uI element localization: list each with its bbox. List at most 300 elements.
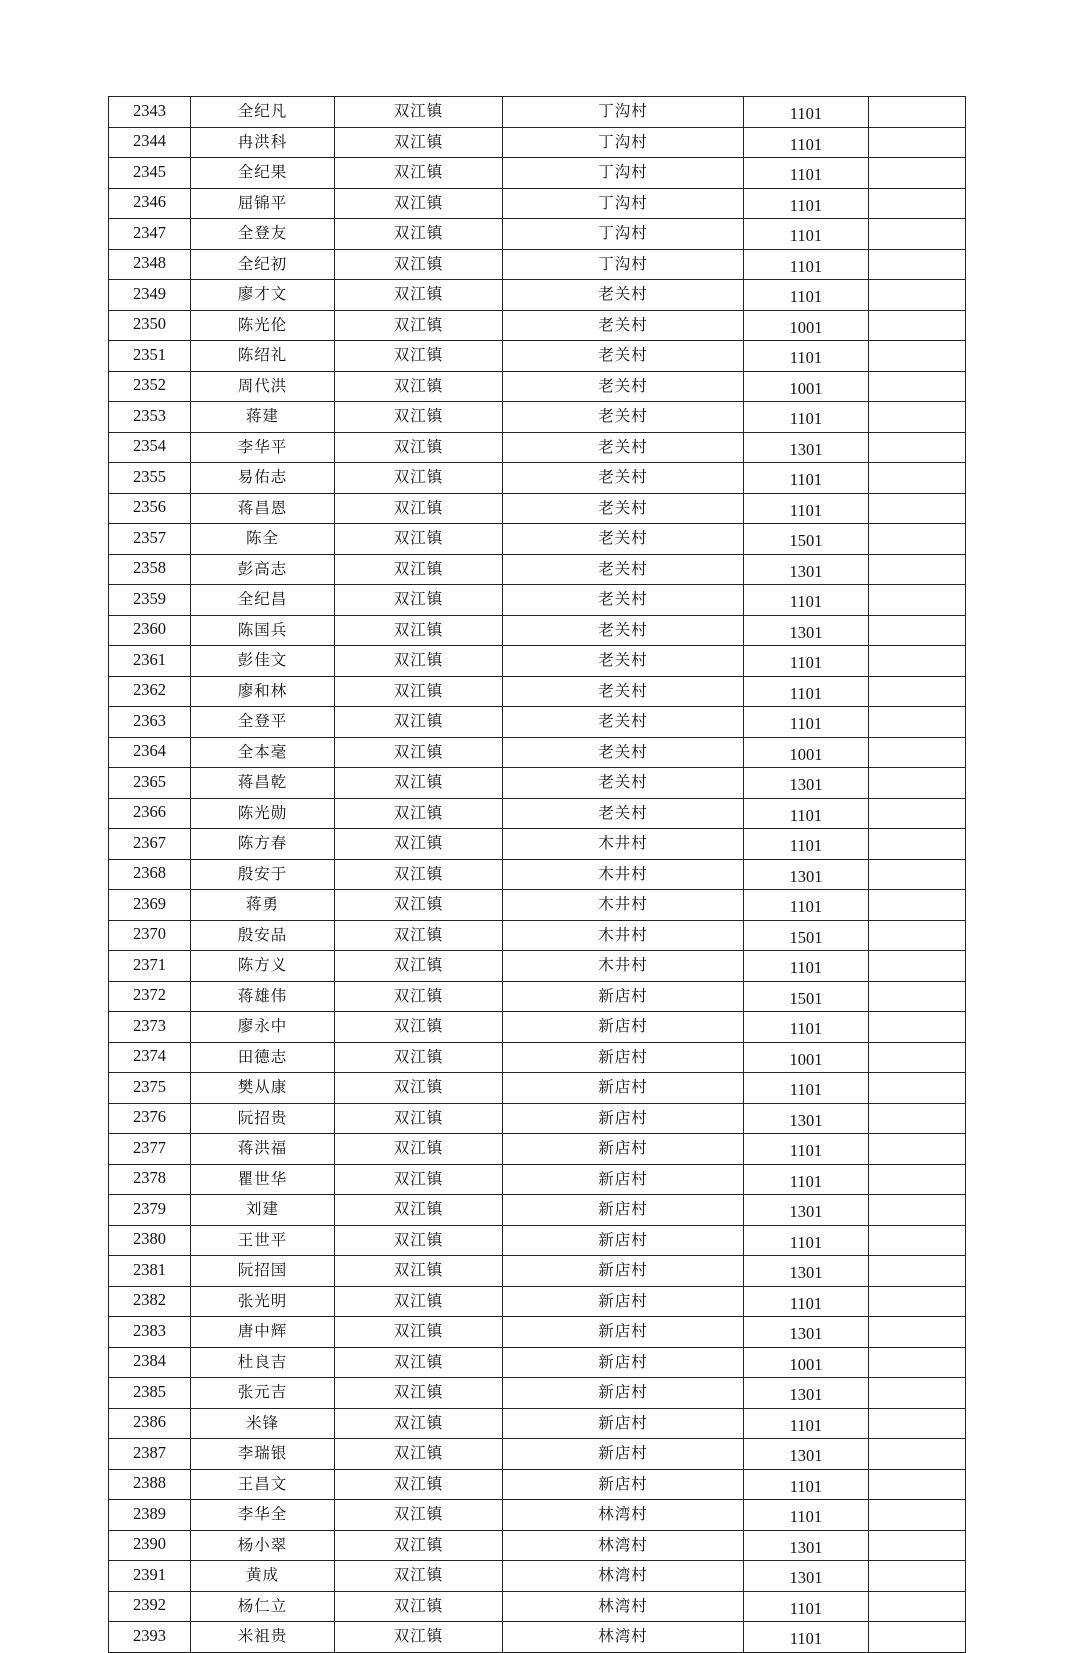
amount-cell: 1101 bbox=[744, 463, 869, 494]
village-cell: 老关村 bbox=[503, 737, 744, 768]
village-cell: 新店村 bbox=[503, 1164, 744, 1195]
table-row bbox=[109, 249, 966, 280]
town-cell: 双江镇 bbox=[335, 1408, 503, 1439]
row-number-cell: 2379 bbox=[109, 1195, 191, 1226]
town-cell: 双江镇 bbox=[335, 432, 503, 463]
table-row bbox=[109, 920, 966, 951]
amount-cell: 1301 bbox=[744, 1530, 869, 1561]
table-row bbox=[109, 1500, 966, 1531]
town-cell: 双江镇 bbox=[335, 859, 503, 890]
name-cell: 张元吉 bbox=[191, 1378, 335, 1409]
note-cell bbox=[869, 249, 966, 280]
amount-cell: 1001 bbox=[744, 737, 869, 768]
village-cell: 木井村 bbox=[503, 859, 744, 890]
note-cell bbox=[869, 554, 966, 585]
town-cell: 双江镇 bbox=[335, 463, 503, 494]
table-row bbox=[109, 981, 966, 1012]
amount-cell: 1101 bbox=[744, 676, 869, 707]
table-row bbox=[109, 188, 966, 219]
village-cell: 新店村 bbox=[503, 1469, 744, 1500]
name-cell: 陈国兵 bbox=[191, 615, 335, 646]
town-cell: 双江镇 bbox=[335, 188, 503, 219]
village-cell: 新店村 bbox=[503, 1225, 744, 1256]
amount-cell: 1101 bbox=[744, 402, 869, 433]
amount-cell: 1301 bbox=[744, 1256, 869, 1287]
table-row bbox=[109, 158, 966, 189]
amount-cell: 1101 bbox=[744, 1073, 869, 1104]
row-number-cell: 2378 bbox=[109, 1164, 191, 1195]
row-number-cell: 2382 bbox=[109, 1286, 191, 1317]
amount-cell: 1101 bbox=[744, 249, 869, 280]
table-row bbox=[109, 707, 966, 738]
name-cell: 蒋雄伟 bbox=[191, 981, 335, 1012]
note-cell bbox=[869, 127, 966, 158]
town-cell: 双江镇 bbox=[335, 341, 503, 372]
town-cell: 双江镇 bbox=[335, 920, 503, 951]
village-cell: 老关村 bbox=[503, 676, 744, 707]
note-cell bbox=[869, 1622, 966, 1653]
table-row bbox=[109, 493, 966, 524]
table-row bbox=[109, 798, 966, 829]
row-number-cell: 2347 bbox=[109, 219, 191, 250]
amount-cell: 1101 bbox=[744, 493, 869, 524]
amount-cell: 1501 bbox=[744, 920, 869, 951]
name-cell: 陈光伦 bbox=[191, 310, 335, 341]
name-cell: 李华平 bbox=[191, 432, 335, 463]
town-cell: 双江镇 bbox=[335, 890, 503, 921]
row-number-cell: 2365 bbox=[109, 768, 191, 799]
table-row bbox=[109, 97, 966, 128]
row-number-cell: 2367 bbox=[109, 829, 191, 860]
village-cell: 老关村 bbox=[503, 402, 744, 433]
amount-cell: 1301 bbox=[744, 1103, 869, 1134]
village-cell: 老关村 bbox=[503, 585, 744, 616]
note-cell bbox=[869, 310, 966, 341]
row-number-cell: 2389 bbox=[109, 1500, 191, 1531]
roster-table-body bbox=[109, 97, 966, 1653]
row-number-cell: 2356 bbox=[109, 493, 191, 524]
amount-cell: 1101 bbox=[744, 829, 869, 860]
table-row bbox=[109, 127, 966, 158]
note-cell bbox=[869, 920, 966, 951]
table-row bbox=[109, 1378, 966, 1409]
amount-cell: 1501 bbox=[744, 524, 869, 555]
town-cell: 双江镇 bbox=[335, 615, 503, 646]
table-row bbox=[109, 463, 966, 494]
name-cell: 李瑞银 bbox=[191, 1439, 335, 1470]
note-cell bbox=[869, 158, 966, 189]
row-number-cell: 2353 bbox=[109, 402, 191, 433]
village-cell: 丁沟村 bbox=[503, 249, 744, 280]
row-number-cell: 2354 bbox=[109, 432, 191, 463]
name-cell: 米锋 bbox=[191, 1408, 335, 1439]
note-cell bbox=[869, 1530, 966, 1561]
village-cell: 木井村 bbox=[503, 890, 744, 921]
note-cell bbox=[869, 1469, 966, 1500]
amount-cell: 1101 bbox=[744, 158, 869, 189]
village-cell: 木井村 bbox=[503, 920, 744, 951]
table-row bbox=[109, 890, 966, 921]
note-cell bbox=[869, 280, 966, 311]
table-row bbox=[109, 219, 966, 250]
name-cell: 全纪果 bbox=[191, 158, 335, 189]
town-cell: 双江镇 bbox=[335, 1591, 503, 1622]
village-cell: 新店村 bbox=[503, 1408, 744, 1439]
note-cell bbox=[869, 646, 966, 677]
town-cell: 双江镇 bbox=[335, 1530, 503, 1561]
amount-cell: 1101 bbox=[744, 1408, 869, 1439]
table-row bbox=[109, 1286, 966, 1317]
note-cell bbox=[869, 341, 966, 372]
table-row bbox=[109, 341, 966, 372]
name-cell: 陈全 bbox=[191, 524, 335, 555]
note-cell bbox=[869, 890, 966, 921]
village-cell: 新店村 bbox=[503, 1286, 744, 1317]
amount-cell: 1101 bbox=[744, 1500, 869, 1531]
note-cell bbox=[869, 1500, 966, 1531]
amount-cell: 1301 bbox=[744, 554, 869, 585]
town-cell: 双江镇 bbox=[335, 1134, 503, 1165]
village-cell: 丁沟村 bbox=[503, 158, 744, 189]
village-cell: 老关村 bbox=[503, 524, 744, 555]
name-cell: 全纪凡 bbox=[191, 97, 335, 128]
row-number-cell: 2364 bbox=[109, 737, 191, 768]
row-number-cell: 2375 bbox=[109, 1073, 191, 1104]
row-number-cell: 2352 bbox=[109, 371, 191, 402]
note-cell bbox=[869, 1286, 966, 1317]
row-number-cell: 2362 bbox=[109, 676, 191, 707]
town-cell: 双江镇 bbox=[335, 1317, 503, 1348]
name-cell: 蒋昌恩 bbox=[191, 493, 335, 524]
village-cell: 新店村 bbox=[503, 1073, 744, 1104]
row-number-cell: 2343 bbox=[109, 97, 191, 128]
name-cell: 陈方义 bbox=[191, 951, 335, 982]
note-cell bbox=[869, 432, 966, 463]
amount-cell: 1101 bbox=[744, 127, 869, 158]
name-cell: 杨小翠 bbox=[191, 1530, 335, 1561]
row-number-cell: 2393 bbox=[109, 1622, 191, 1653]
town-cell: 双江镇 bbox=[335, 1439, 503, 1470]
table-row bbox=[109, 1103, 966, 1134]
amount-cell: 1101 bbox=[744, 1164, 869, 1195]
village-cell: 新店村 bbox=[503, 1347, 744, 1378]
roster-table bbox=[108, 96, 966, 1653]
amount-cell: 1301 bbox=[744, 1561, 869, 1592]
row-number-cell: 2392 bbox=[109, 1591, 191, 1622]
village-cell: 老关村 bbox=[503, 707, 744, 738]
note-cell bbox=[869, 1042, 966, 1073]
note-cell bbox=[869, 1103, 966, 1134]
town-cell: 双江镇 bbox=[335, 1073, 503, 1104]
note-cell bbox=[869, 1561, 966, 1592]
row-number-cell: 2385 bbox=[109, 1378, 191, 1409]
amount-cell: 1101 bbox=[744, 280, 869, 311]
name-cell: 廖才文 bbox=[191, 280, 335, 311]
note-cell bbox=[869, 1317, 966, 1348]
name-cell: 王昌文 bbox=[191, 1469, 335, 1500]
village-cell: 林湾村 bbox=[503, 1561, 744, 1592]
note-cell bbox=[869, 737, 966, 768]
town-cell: 双江镇 bbox=[335, 493, 503, 524]
village-cell: 新店村 bbox=[503, 981, 744, 1012]
amount-cell: 1301 bbox=[744, 859, 869, 890]
amount-cell: 1101 bbox=[744, 1012, 869, 1043]
name-cell: 杜良吉 bbox=[191, 1347, 335, 1378]
amount-cell: 1501 bbox=[744, 981, 869, 1012]
amount-cell: 1301 bbox=[744, 615, 869, 646]
row-number-cell: 2390 bbox=[109, 1530, 191, 1561]
table-row bbox=[109, 829, 966, 860]
town-cell: 双江镇 bbox=[335, 554, 503, 585]
amount-cell: 1001 bbox=[744, 1042, 869, 1073]
table-row bbox=[109, 1530, 966, 1561]
village-cell: 丁沟村 bbox=[503, 97, 744, 128]
row-number-cell: 2361 bbox=[109, 646, 191, 677]
name-cell: 屈锦平 bbox=[191, 188, 335, 219]
note-cell bbox=[869, 798, 966, 829]
village-cell: 新店村 bbox=[503, 1317, 744, 1348]
amount-cell: 1101 bbox=[744, 1286, 869, 1317]
town-cell: 双江镇 bbox=[335, 1195, 503, 1226]
town-cell: 双江镇 bbox=[335, 768, 503, 799]
table-row bbox=[109, 615, 966, 646]
note-cell bbox=[869, 1347, 966, 1378]
row-number-cell: 2359 bbox=[109, 585, 191, 616]
village-cell: 林湾村 bbox=[503, 1530, 744, 1561]
row-number-cell: 2358 bbox=[109, 554, 191, 585]
amount-cell: 1101 bbox=[744, 1591, 869, 1622]
village-cell: 老关村 bbox=[503, 554, 744, 585]
town-cell: 双江镇 bbox=[335, 1561, 503, 1592]
row-number-cell: 2386 bbox=[109, 1408, 191, 1439]
amount-cell: 1101 bbox=[744, 798, 869, 829]
town-cell: 双江镇 bbox=[335, 676, 503, 707]
name-cell: 全纪昌 bbox=[191, 585, 335, 616]
town-cell: 双江镇 bbox=[335, 951, 503, 982]
town-cell: 双江镇 bbox=[335, 219, 503, 250]
name-cell: 黄成 bbox=[191, 1561, 335, 1592]
amount-cell: 1301 bbox=[744, 1317, 869, 1348]
row-number-cell: 2373 bbox=[109, 1012, 191, 1043]
village-cell: 老关村 bbox=[503, 432, 744, 463]
amount-cell: 1001 bbox=[744, 310, 869, 341]
amount-cell: 1101 bbox=[744, 1134, 869, 1165]
note-cell bbox=[869, 1012, 966, 1043]
note-cell bbox=[869, 402, 966, 433]
village-cell: 老关村 bbox=[503, 646, 744, 677]
table-row bbox=[109, 310, 966, 341]
village-cell: 丁沟村 bbox=[503, 219, 744, 250]
note-cell bbox=[869, 1225, 966, 1256]
town-cell: 双江镇 bbox=[335, 1500, 503, 1531]
note-cell bbox=[869, 707, 966, 738]
note-cell bbox=[869, 219, 966, 250]
village-cell: 老关村 bbox=[503, 280, 744, 311]
row-number-cell: 2391 bbox=[109, 1561, 191, 1592]
table-row bbox=[109, 1164, 966, 1195]
town-cell: 双江镇 bbox=[335, 737, 503, 768]
row-number-cell: 2369 bbox=[109, 890, 191, 921]
name-cell: 唐中辉 bbox=[191, 1317, 335, 1348]
table-row bbox=[109, 1439, 966, 1470]
name-cell: 樊从康 bbox=[191, 1073, 335, 1104]
name-cell: 瞿世华 bbox=[191, 1164, 335, 1195]
row-number-cell: 2363 bbox=[109, 707, 191, 738]
table-row bbox=[109, 432, 966, 463]
name-cell: 彭佳文 bbox=[191, 646, 335, 677]
amount-cell: 1001 bbox=[744, 371, 869, 402]
town-cell: 双江镇 bbox=[335, 707, 503, 738]
table-row bbox=[109, 1225, 966, 1256]
name-cell: 阮招贵 bbox=[191, 1103, 335, 1134]
village-cell: 木井村 bbox=[503, 951, 744, 982]
table-row bbox=[109, 280, 966, 311]
village-cell: 老关村 bbox=[503, 798, 744, 829]
village-cell: 新店村 bbox=[503, 1134, 744, 1165]
row-number-cell: 2355 bbox=[109, 463, 191, 494]
note-cell bbox=[869, 1164, 966, 1195]
row-number-cell: 2388 bbox=[109, 1469, 191, 1500]
village-cell: 林湾村 bbox=[503, 1622, 744, 1653]
name-cell: 蒋建 bbox=[191, 402, 335, 433]
town-cell: 双江镇 bbox=[335, 829, 503, 860]
name-cell: 廖和林 bbox=[191, 676, 335, 707]
amount-cell: 1101 bbox=[744, 1622, 869, 1653]
amount-cell: 1301 bbox=[744, 768, 869, 799]
table-row bbox=[109, 768, 966, 799]
row-number-cell: 2350 bbox=[109, 310, 191, 341]
table-row bbox=[109, 402, 966, 433]
name-cell: 全本毫 bbox=[191, 737, 335, 768]
table-row bbox=[109, 1347, 966, 1378]
note-cell bbox=[869, 768, 966, 799]
table-row bbox=[109, 676, 966, 707]
table-row bbox=[109, 1042, 966, 1073]
note-cell bbox=[869, 1378, 966, 1409]
name-cell: 陈绍礼 bbox=[191, 341, 335, 372]
table-row bbox=[109, 1561, 966, 1592]
name-cell: 全登平 bbox=[191, 707, 335, 738]
row-number-cell: 2360 bbox=[109, 615, 191, 646]
note-cell bbox=[869, 615, 966, 646]
amount-cell: 1301 bbox=[744, 1195, 869, 1226]
name-cell: 廖永中 bbox=[191, 1012, 335, 1043]
village-cell: 新店村 bbox=[503, 1103, 744, 1134]
note-cell bbox=[869, 524, 966, 555]
table-row bbox=[109, 859, 966, 890]
note-cell bbox=[869, 585, 966, 616]
row-number-cell: 2384 bbox=[109, 1347, 191, 1378]
note-cell bbox=[869, 493, 966, 524]
amount-cell: 1101 bbox=[744, 1469, 869, 1500]
note-cell bbox=[869, 1408, 966, 1439]
name-cell: 阮招国 bbox=[191, 1256, 335, 1287]
town-cell: 双江镇 bbox=[335, 1103, 503, 1134]
town-cell: 双江镇 bbox=[335, 97, 503, 128]
village-cell: 老关村 bbox=[503, 341, 744, 372]
amount-cell: 1101 bbox=[744, 707, 869, 738]
town-cell: 双江镇 bbox=[335, 1256, 503, 1287]
name-cell: 李华全 bbox=[191, 1500, 335, 1531]
name-cell: 米祖贵 bbox=[191, 1622, 335, 1653]
row-number-cell: 2376 bbox=[109, 1103, 191, 1134]
row-number-cell: 2377 bbox=[109, 1134, 191, 1165]
name-cell: 陈光勋 bbox=[191, 798, 335, 829]
name-cell: 蒋昌乾 bbox=[191, 768, 335, 799]
village-cell: 林湾村 bbox=[503, 1500, 744, 1531]
row-number-cell: 2374 bbox=[109, 1042, 191, 1073]
village-cell: 新店村 bbox=[503, 1042, 744, 1073]
town-cell: 双江镇 bbox=[335, 1622, 503, 1653]
town-cell: 双江镇 bbox=[335, 1469, 503, 1500]
town-cell: 双江镇 bbox=[335, 280, 503, 311]
town-cell: 双江镇 bbox=[335, 1012, 503, 1043]
village-cell: 老关村 bbox=[503, 493, 744, 524]
table-row bbox=[109, 524, 966, 555]
name-cell: 冉洪科 bbox=[191, 127, 335, 158]
note-cell bbox=[869, 97, 966, 128]
name-cell: 刘建 bbox=[191, 1195, 335, 1226]
village-cell: 木井村 bbox=[503, 829, 744, 860]
row-number-cell: 2368 bbox=[109, 859, 191, 890]
amount-cell: 1101 bbox=[744, 646, 869, 677]
row-number-cell: 2380 bbox=[109, 1225, 191, 1256]
amount-cell: 1301 bbox=[744, 432, 869, 463]
row-number-cell: 2344 bbox=[109, 127, 191, 158]
town-cell: 双江镇 bbox=[335, 1042, 503, 1073]
row-number-cell: 2346 bbox=[109, 188, 191, 219]
table-row bbox=[109, 951, 966, 982]
village-cell: 老关村 bbox=[503, 371, 744, 402]
village-cell: 新店村 bbox=[503, 1012, 744, 1043]
table-row bbox=[109, 1317, 966, 1348]
row-number-cell: 2387 bbox=[109, 1439, 191, 1470]
name-cell: 王世平 bbox=[191, 1225, 335, 1256]
note-cell bbox=[869, 463, 966, 494]
table-row bbox=[109, 1134, 966, 1165]
amount-cell: 1301 bbox=[744, 1378, 869, 1409]
town-cell: 双江镇 bbox=[335, 1164, 503, 1195]
row-number-cell: 2349 bbox=[109, 280, 191, 311]
town-cell: 双江镇 bbox=[335, 127, 503, 158]
table-row bbox=[109, 1012, 966, 1043]
town-cell: 双江镇 bbox=[335, 310, 503, 341]
table-row bbox=[109, 1073, 966, 1104]
note-cell bbox=[869, 1439, 966, 1470]
town-cell: 双江镇 bbox=[335, 798, 503, 829]
amount-cell: 1101 bbox=[744, 188, 869, 219]
note-cell bbox=[869, 981, 966, 1012]
row-number-cell: 2345 bbox=[109, 158, 191, 189]
name-cell: 田德志 bbox=[191, 1042, 335, 1073]
note-cell bbox=[869, 1134, 966, 1165]
town-cell: 双江镇 bbox=[335, 1286, 503, 1317]
town-cell: 双江镇 bbox=[335, 1378, 503, 1409]
village-cell: 新店村 bbox=[503, 1378, 744, 1409]
table-row bbox=[109, 1622, 966, 1653]
row-number-cell: 2366 bbox=[109, 798, 191, 829]
note-cell bbox=[869, 829, 966, 860]
village-cell: 老关村 bbox=[503, 463, 744, 494]
town-cell: 双江镇 bbox=[335, 524, 503, 555]
table-row bbox=[109, 371, 966, 402]
name-cell: 全登友 bbox=[191, 219, 335, 250]
row-number-cell: 2383 bbox=[109, 1317, 191, 1348]
table-row bbox=[109, 1591, 966, 1622]
village-cell: 丁沟村 bbox=[503, 188, 744, 219]
town-cell: 双江镇 bbox=[335, 585, 503, 616]
table-row bbox=[109, 1408, 966, 1439]
